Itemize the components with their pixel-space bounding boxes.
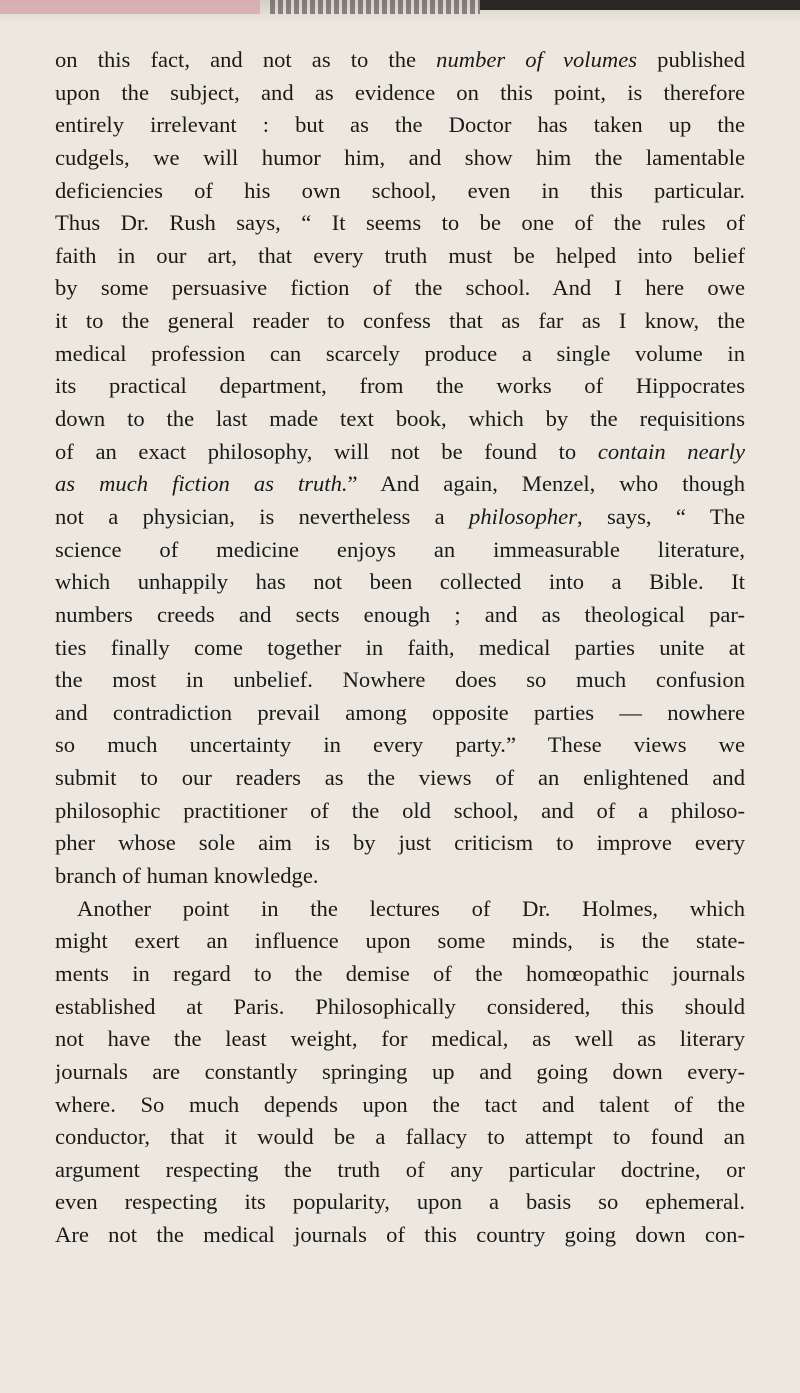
text-line xyxy=(55,77,745,110)
text-line xyxy=(55,1023,745,1056)
text-line xyxy=(55,142,745,175)
text-line xyxy=(55,1089,745,1122)
text-segment: the most in unbelief. Nowhere does so much confusion xyxy=(55,667,745,693)
text-segment: ” And again, Menzel, who though xyxy=(347,471,745,497)
text-segment: and contradiction prevail among opposite parties — nowhere xyxy=(55,699,745,725)
text-line xyxy=(55,370,745,403)
text-line xyxy=(55,109,745,142)
text-line xyxy=(55,729,745,762)
text-segment: branch of human knowledge. xyxy=(55,863,319,889)
text-segment: ties finally come together in faith, medical parties unite at xyxy=(55,634,745,660)
text-line xyxy=(55,1121,745,1154)
text-segment: Are not the medical journals of this country going down con- xyxy=(55,1222,745,1248)
text-segment: which unhappily has not been collected into a Bible. It xyxy=(55,569,745,595)
text-line xyxy=(55,468,745,501)
page-top-cropped-text xyxy=(270,0,480,14)
text-line xyxy=(55,272,745,305)
text-line xyxy=(55,893,745,926)
page-top-stain xyxy=(0,0,260,14)
text-line xyxy=(55,338,745,371)
italic-text-segment: philosopher xyxy=(469,503,577,529)
text-line xyxy=(55,44,745,77)
text-segment: cudgels, we will humor him, and show him the lamentable xyxy=(55,144,745,170)
text-segment: , says, “ The xyxy=(576,503,745,529)
text-line xyxy=(55,534,745,567)
text-line xyxy=(55,827,745,860)
text-segment: down to the last made text book, which by the requisitions xyxy=(55,406,745,432)
italic-text-segment: number of volumes xyxy=(436,47,638,72)
text-segment: science of medicine enjoys an immeasurable literature, xyxy=(55,536,745,562)
text-segment: where. So much depends upon the tact and talent of the xyxy=(55,1091,745,1117)
text-segment: argument respecting the truth of any particular doctrine, or xyxy=(55,1156,745,1182)
text-line xyxy=(55,632,745,665)
text-segment: upon the subject, and as evidence on this point, is therefore xyxy=(55,79,745,105)
text-segment: entirely irrelevant : but as the Doctor has taken up the xyxy=(55,112,745,138)
text-line xyxy=(55,566,745,599)
text-segment: numbers creeds and sects enough ; and as theological par- xyxy=(55,601,745,627)
text-line xyxy=(55,599,745,632)
text-line xyxy=(55,305,745,338)
text-segment: philosophic practitioner of the old school, and of a philoso- xyxy=(55,797,745,823)
text-segment: on this fact, and not as to the xyxy=(55,47,437,72)
text-segment: not a physician, is nevertheless a xyxy=(55,503,470,529)
text-line xyxy=(55,1056,745,1089)
text-segment: submit to our readers as the views of an enlightened and xyxy=(55,765,745,791)
text-segment: not have the least weight, for medical, as well as literary xyxy=(55,1026,745,1052)
text-segment: it to the general reader to confess that as far as I know, the xyxy=(55,308,745,334)
text-line xyxy=(55,762,745,795)
text-line xyxy=(55,697,745,730)
text-line xyxy=(55,240,745,273)
text-segment: conductor, that it would be a fallacy to attempt to found an xyxy=(55,1124,745,1150)
text-segment: even respecting its popularity, upon a basis so ephemeral. xyxy=(55,1189,745,1215)
text-segment: pher whose sole aim is by just criticism to improve every xyxy=(55,830,745,856)
text-segment: faith in our art, that every truth must be helped into belief xyxy=(55,242,745,268)
text-line xyxy=(55,958,745,991)
text-segment: ments in regard to the demise of the homœopathic journals xyxy=(55,960,745,986)
text-segment: published xyxy=(637,47,745,72)
text-segment: its practical department, from the works of Hippocrates xyxy=(55,373,745,399)
text-segment: established at Paris. Philosophically considered, this should xyxy=(55,993,745,1019)
text-segment: might exert an influence upon some minds, is the state- xyxy=(55,928,745,954)
text-line xyxy=(55,860,745,893)
text-segment: so much uncertainty in every party.” These views we xyxy=(55,732,745,758)
text-line xyxy=(55,925,745,958)
text-line xyxy=(55,403,745,436)
text-line xyxy=(55,436,745,469)
italic-text-segment: as much fiction as truth. xyxy=(55,471,348,497)
text-line xyxy=(55,664,745,697)
text-line xyxy=(55,1219,745,1252)
text-segment: medical profession can scarcely produce a single volume in xyxy=(55,340,745,366)
text-line xyxy=(55,795,745,828)
text-line xyxy=(55,991,745,1024)
body-text xyxy=(55,44,745,1252)
text-segment: by some persuasive fiction of the school. And I here owe xyxy=(55,275,745,301)
text-line xyxy=(55,1186,745,1219)
text-line xyxy=(55,501,745,534)
text-segment: of an exact philosophy, will not be found to xyxy=(55,438,598,464)
text-segment: deficiencies of his own school, even in this particular. xyxy=(55,177,745,203)
page-top-shadow xyxy=(480,0,800,10)
text-line xyxy=(55,207,745,240)
text-line xyxy=(55,175,745,208)
text-segment: Another point in the lectures of Dr. Holmes, which xyxy=(77,895,745,921)
italic-text-segment: contain nearly xyxy=(597,438,745,464)
text-segment: journals are constantly springing up and going down every- xyxy=(55,1058,745,1084)
text-segment: Thus Dr. Rush says, “ It seems to be one of the rules of xyxy=(55,210,745,236)
text-line xyxy=(55,1154,745,1187)
